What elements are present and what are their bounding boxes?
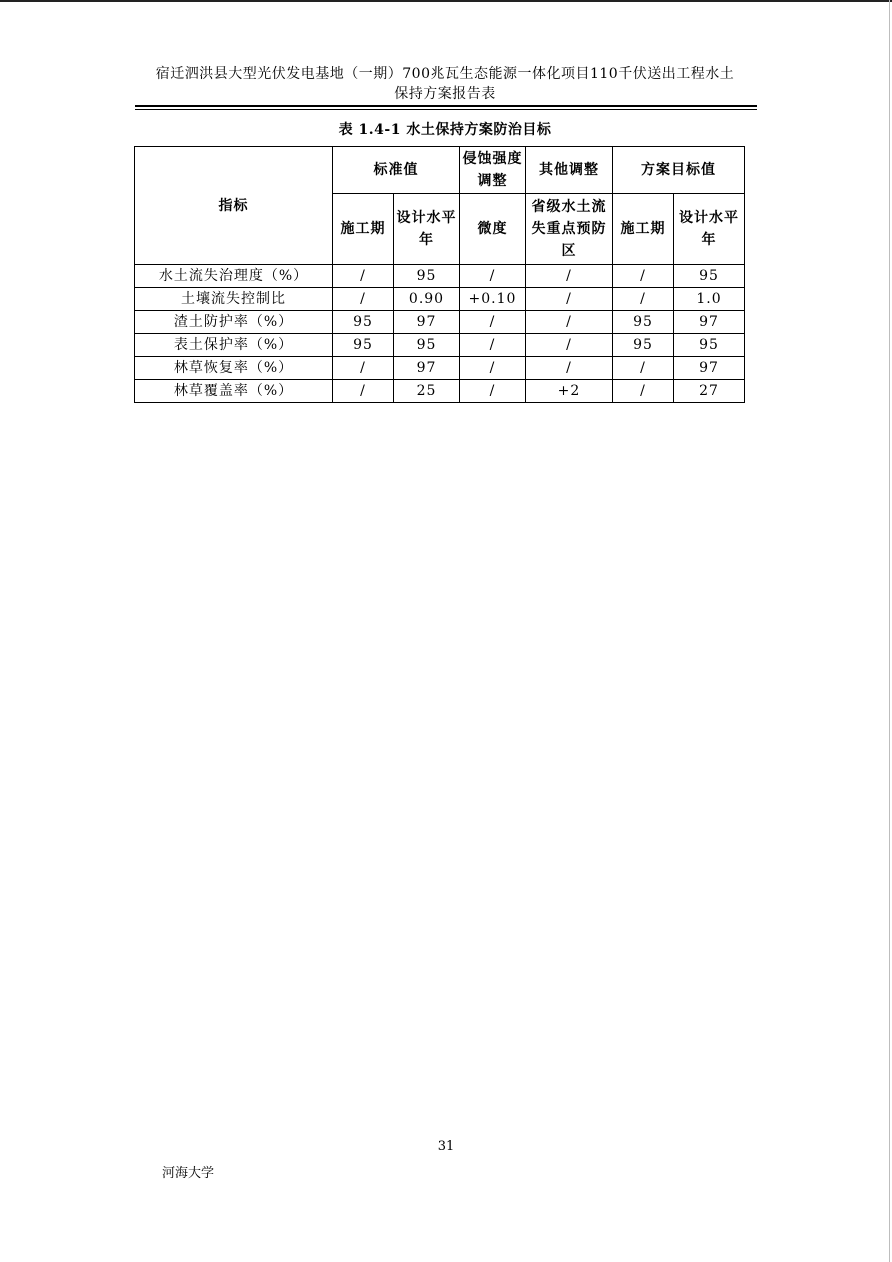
header-title-line1: 宿迁泗洪县大型光伏发电基地（一期）700兆瓦生态能源一体化项目110千伏送出工程水土	[155, 66, 735, 82]
table-cell: 1.0	[674, 288, 745, 311]
table-cell: 25	[394, 380, 460, 403]
header-title-line2: 保持方案报告表	[394, 86, 496, 102]
table-cell: /	[460, 265, 526, 288]
header-other-adjustment: 其他调整	[526, 147, 613, 194]
table-cell: 97	[674, 357, 745, 380]
row-indicator: 土壤流失控制比	[135, 288, 333, 311]
table-cell: 97	[674, 311, 745, 334]
header-construction-period: 施工期	[333, 194, 394, 265]
header-divider-thin	[135, 109, 757, 110]
table-cell: /	[526, 288, 613, 311]
table-cell: 95	[613, 311, 674, 334]
table-cell: 95	[333, 334, 394, 357]
table-cell: 95	[333, 311, 394, 334]
header-indicator: 指标	[135, 147, 333, 265]
row-indicator: 水土流失治理度（%）	[135, 265, 333, 288]
table-cell: /	[613, 265, 674, 288]
table-cell: 95	[394, 265, 460, 288]
row-indicator: 林草覆盖率（%）	[135, 380, 333, 403]
table-cell: /	[526, 334, 613, 357]
table-cell: /	[460, 311, 526, 334]
table-row	[135, 265, 745, 288]
document-header	[133, 64, 757, 104]
row-indicator: 渣土防护率（%）	[135, 311, 333, 334]
header-provincial-key-prevention-zone: 省级水土流失重点预防区	[526, 194, 613, 265]
table-cell: 95	[394, 334, 460, 357]
table-cell: /	[333, 288, 394, 311]
table-cell: +0.10	[460, 288, 526, 311]
table-row	[135, 288, 745, 311]
table-caption: 表 1.4-1 水土保持方案防治目标	[338, 122, 552, 138]
table-cell: 95	[674, 334, 745, 357]
header-divider-thick	[135, 105, 757, 107]
table-cell: /	[526, 357, 613, 380]
row-indicator: 林草恢复率（%）	[135, 357, 333, 380]
table-cell: 95	[674, 265, 745, 288]
table-cell: 0.90	[394, 288, 460, 311]
table-cell: /	[333, 357, 394, 380]
table-cell: 95	[613, 334, 674, 357]
header-plan-target-value: 方案目标值	[613, 147, 745, 194]
header-slight: 微度	[460, 194, 526, 265]
page-number: 31	[437, 1139, 455, 1154]
table-row	[135, 311, 745, 334]
table-cell: /	[460, 334, 526, 357]
table-cell: /	[333, 265, 394, 288]
table-cell: /	[613, 288, 674, 311]
page-top-border	[0, 0, 892, 2]
header-standard-value: 标准值	[333, 147, 460, 194]
page-right-edge	[889, 0, 890, 1262]
table-cell: +2	[526, 380, 613, 403]
table-cell: /	[460, 357, 526, 380]
table-cell: /	[526, 265, 613, 288]
table-cell: /	[526, 311, 613, 334]
table-row	[135, 357, 745, 380]
header-design-level-year: 设计水平年	[394, 194, 460, 265]
table-cell: 27	[674, 380, 745, 403]
table-row	[135, 334, 745, 357]
header-plan-construction-period: 施工期	[613, 194, 674, 265]
header-plan-design-level-year: 设计水平年	[674, 194, 745, 265]
header-erosion-intensity-adjustment: 侵蚀强度调整	[460, 147, 526, 194]
footer-organization: 河海大学	[162, 1166, 215, 1181]
table-cell: /	[333, 380, 394, 403]
row-indicator: 表土保护率（%）	[135, 334, 333, 357]
table-cell: /	[460, 380, 526, 403]
table-cell: /	[613, 380, 674, 403]
table-header-row-1	[135, 147, 745, 194]
prevention-targets-table	[134, 146, 745, 403]
table-cell: 97	[394, 311, 460, 334]
table-cell: 97	[394, 357, 460, 380]
table-cell: /	[613, 357, 674, 380]
table-row	[135, 380, 745, 403]
